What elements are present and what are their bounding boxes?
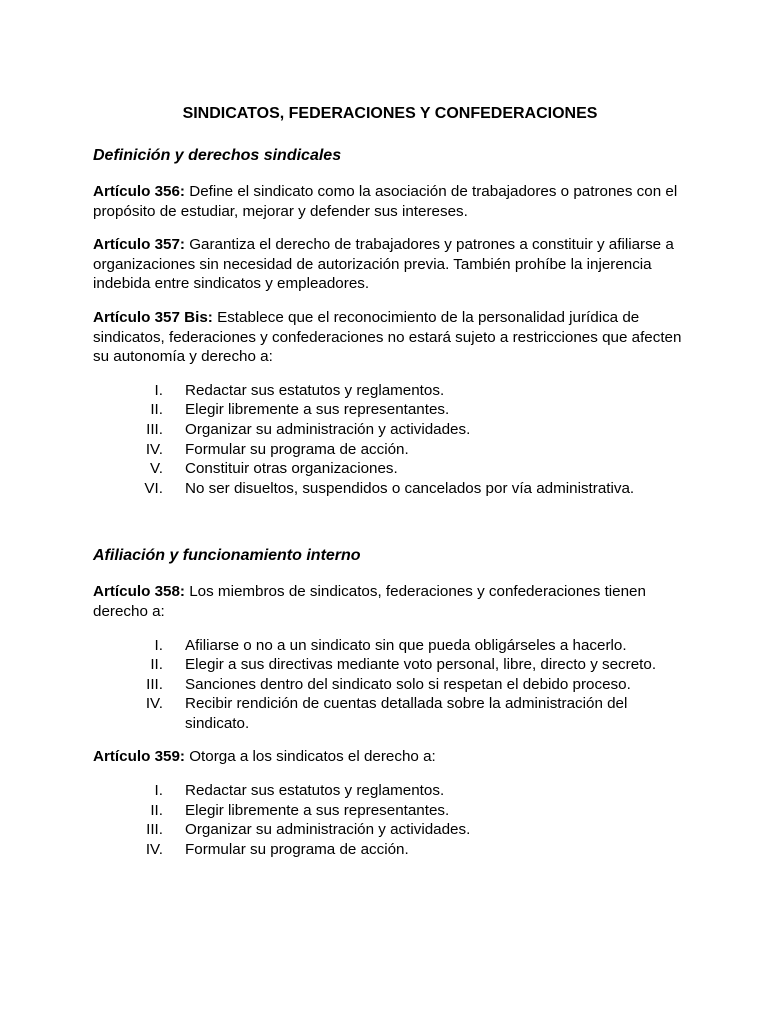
list-item [93, 479, 683, 499]
list-item-text: Elegir a sus directivas mediante voto personal, libre, directo y secreto. [185, 656, 657, 674]
article-text: Define el sindicato como la asociación de trabajadores o patrones con el propósito de estudiar, mejorar y defender sus intereses. [93, 183, 678, 220]
article-357 [93, 235, 683, 294]
article-label: Artículo 359: [93, 748, 185, 766]
list-item-number: III. [146, 675, 163, 693]
article-text: Garantiza el derecho de trabajadores y patrones a constituir y afiliarse a organizaciones sin necesidad de autorización previa. También prohíbe la injerencia indebida entre sindicatos y empleadores. [93, 236, 674, 293]
list-item-number: IV. [145, 440, 163, 458]
list-item [93, 440, 683, 460]
article-label: Artículo 357: [93, 236, 185, 254]
list-item [93, 636, 683, 656]
article-text: Establece que el reconocimiento de la personalidad jurídica de sindicatos, federaciones y confederaciones no estará sujeto a restricciones que afecten su autonomía y derecho a: [93, 308, 682, 366]
list-item-number: I. [154, 782, 163, 800]
article-text: Los miembros de sindicatos, federaciones y confederaciones tienen derecho a: [93, 583, 646, 620]
list-item-number: III. [146, 821, 163, 839]
section-heading-afiliacion: Afiliación y funcionamiento interno [93, 547, 361, 565]
list-item [93, 801, 683, 821]
list-item-text: Elegir libremente a sus representantes. [185, 801, 450, 819]
list-item-text: Elegir libremente a sus representantes. [185, 401, 450, 419]
list-item-text: Recibir rendición de cuentas detallada sobre la administración del sindicato. [185, 695, 628, 732]
list-item-text: Organizar su administración y actividades. [185, 420, 471, 438]
list-item-number: I. [154, 636, 163, 654]
list-item [93, 781, 683, 801]
list-item-text: Sanciones dentro del sindicato solo si respetan el debido proceso. [185, 675, 631, 693]
list-item [93, 655, 683, 675]
list-item-text: Redactar sus estatutos y reglamentos. [185, 381, 445, 399]
list-item-text: Organizar su administración y actividades. [185, 821, 471, 839]
article-357-bis [93, 308, 683, 367]
list-item-number: V. [150, 460, 163, 478]
list-item-number: II. [150, 401, 163, 419]
list-item-number: III. [146, 420, 163, 438]
list-357-bis [93, 381, 683, 499]
list-358 [93, 636, 683, 734]
list-item-number: VI. [144, 479, 163, 497]
list-item [93, 459, 683, 479]
list-item-text: Formular su programa de acción. [185, 440, 409, 458]
article-label: Artículo 358: [93, 583, 185, 601]
list-item [93, 675, 683, 695]
article-label: Artículo 357 Bis: [93, 308, 213, 326]
list-item [93, 400, 683, 420]
list-item-number: II. [150, 656, 163, 674]
list-item-text: Afiliarse o no a un sindicato sin que pueda obligárseles a hacerlo. [185, 636, 627, 654]
list-item-number: I. [154, 381, 163, 399]
article-text: Otorga a los sindicatos el derecho a: [185, 748, 436, 766]
list-item [93, 694, 683, 733]
list-item-number: II. [150, 801, 163, 819]
list-359 [93, 781, 683, 859]
list-item [93, 420, 683, 440]
list-item-text: Constituir otras organizaciones. [185, 460, 398, 478]
list-item-number: IV. [145, 695, 163, 713]
list-item [93, 820, 683, 840]
list-item [93, 381, 683, 401]
article-359 [93, 747, 683, 767]
section-heading-definicion: Definición y derechos sindicales [93, 147, 342, 164]
document-title: SINDICATOS, FEDERACIONES Y CONFEDERACIONES [182, 105, 598, 122]
list-item-text: Redactar sus estatutos y reglamentos. [185, 782, 445, 800]
list-item-text: No ser disueltos, suspendidos o cancelados por vía administrativa. [185, 479, 635, 497]
document-content [93, 104, 683, 859]
list-item [93, 840, 683, 860]
article-358 [93, 582, 683, 621]
article-label: Artículo 356: [93, 183, 185, 200]
list-item-number: IV. [145, 840, 163, 858]
article-356 [93, 182, 683, 221]
list-item-text: Formular su programa de acción. [185, 840, 409, 858]
